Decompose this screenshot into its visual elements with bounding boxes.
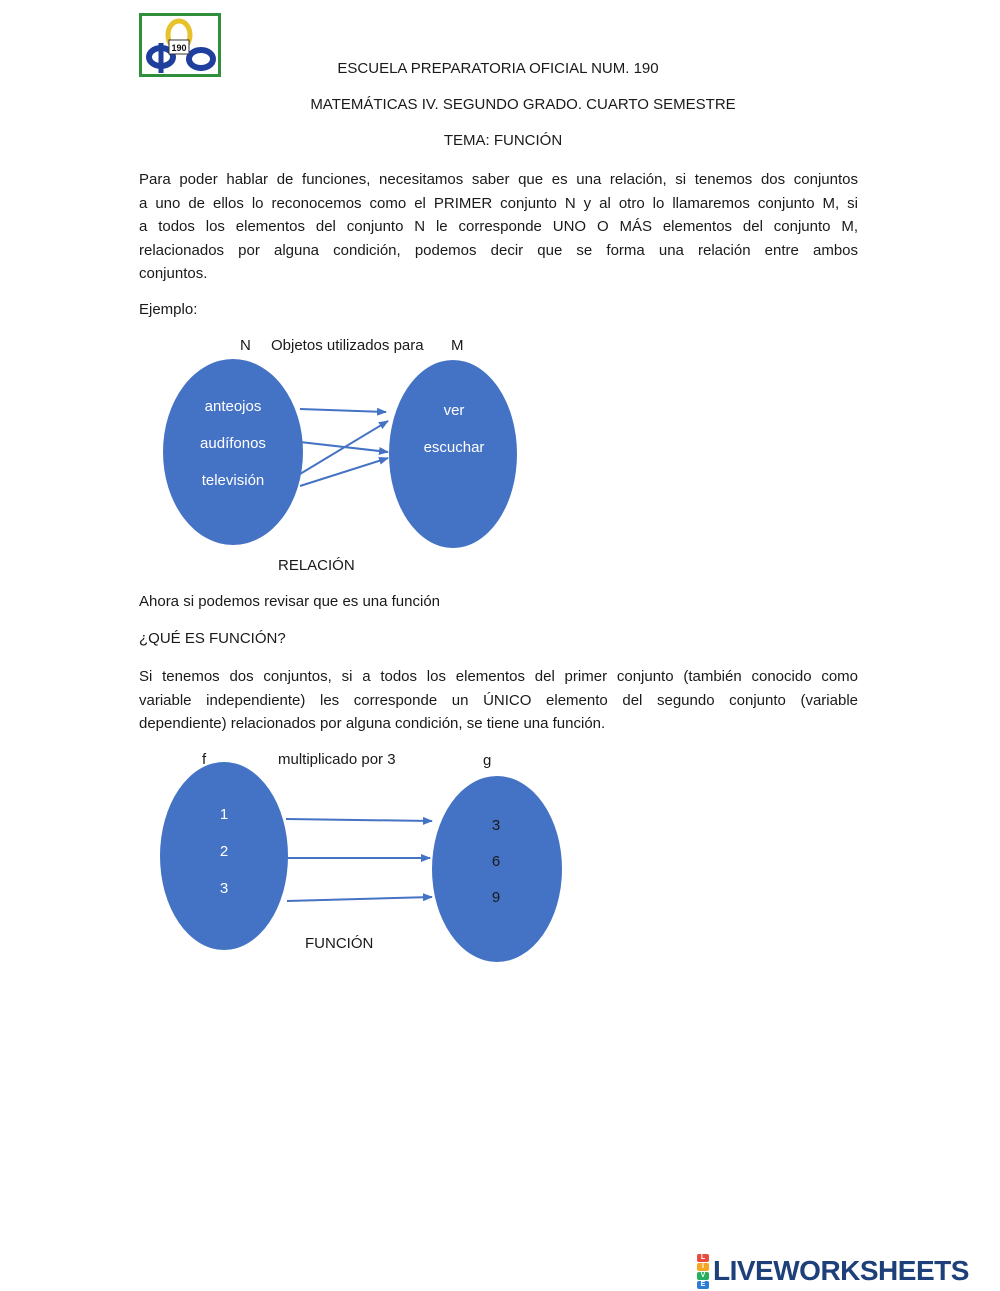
function-caption: FUNCIÓN [305, 935, 374, 952]
set-n-ellipse [163, 359, 303, 545]
set-f-item: 1 [219, 806, 229, 823]
relation-rule-label: Objetos utilizados para [271, 337, 424, 354]
liveworksheets-watermark [697, 1255, 969, 1287]
topic-title: TEMA: FUNCIÓN [443, 132, 563, 149]
function-rule-label: multiplicado por 3 [278, 751, 396, 768]
logo-block-v: V [697, 1272, 709, 1280]
intro-line: a todos los elementos del conjunto N le corresponde UNO O MÁS elementos del conjunto M, [139, 218, 858, 235]
liveworksheets-logo-icon [697, 1254, 709, 1289]
intro-paragraph [139, 168, 858, 286]
intro-line: relacionados por alguna condición, podemos decir que se forma una relación entre ambos [139, 241, 858, 259]
course-title: MATEMÁTICAS IV. SEGUNDO GRADO. CUARTO SEMESTRE [310, 96, 736, 113]
relation-arrow [300, 458, 388, 486]
set-m-item: escuchar [423, 439, 485, 456]
relation-set-m-label: M [451, 337, 464, 354]
set-g-item: 9 [491, 889, 501, 906]
definition-paragraph [139, 665, 858, 736]
set-n-item: audífonos [200, 435, 266, 452]
question-heading: ¿QUÉ ES FUNCIÓN? [139, 630, 286, 647]
set-n-item: televisión [201, 472, 265, 489]
logo-number: 190 [171, 43, 187, 53]
transition-text: Ahora si podemos revisar que es una función [139, 593, 441, 610]
function-arrow [286, 819, 432, 821]
logo-block-e: E [697, 1281, 709, 1289]
intro-line: a uno de ellos lo reconocemos como el PRIMER conjunto N y al otro lo llamaremos conjunto M, si [139, 194, 858, 212]
set-f-item: 3 [219, 880, 229, 897]
set-g-item: 6 [491, 853, 501, 870]
set-f-item: 2 [219, 843, 229, 860]
relation-set-n-label: N [240, 337, 251, 354]
definition-line: dependiente) relacionados por alguna condición, se tiene una función. [139, 715, 606, 732]
logo-block-i: I [697, 1263, 709, 1271]
function-arrow [287, 897, 432, 901]
definition-line: variable independiente) les corresponde un ÚNICO elemento del segundo conjunto (variable [139, 691, 858, 709]
function-set-f-label: f [202, 751, 207, 768]
relation-arrow [300, 421, 388, 474]
school-name: ESCUELA PREPARATORIA OFICIAL NUM. 190 [337, 60, 659, 77]
relation-caption: RELACIÓN [278, 557, 355, 574]
example-label: Ejemplo: [139, 301, 198, 318]
relation-diagram [150, 355, 550, 555]
set-m-item: ver [443, 402, 465, 419]
intro-line: Para poder hablar de funciones, necesitamos saber que es una relación, si tenemos dos conjuntos [139, 171, 858, 188]
set-n-item: anteojos [204, 398, 262, 415]
function-set-g-label: g [483, 752, 492, 769]
definition-line: Si tenemos dos conjuntos, si a todos los elementos del primer conjunto (también conocido como [139, 668, 858, 685]
relation-arrow [300, 409, 386, 412]
liveworksheets-text: LIVEWORKSHEETS [713, 1255, 969, 1286]
intro-line: conjuntos. [139, 265, 208, 282]
logo-block-l: L [697, 1254, 709, 1262]
set-g-item: 3 [491, 817, 501, 834]
